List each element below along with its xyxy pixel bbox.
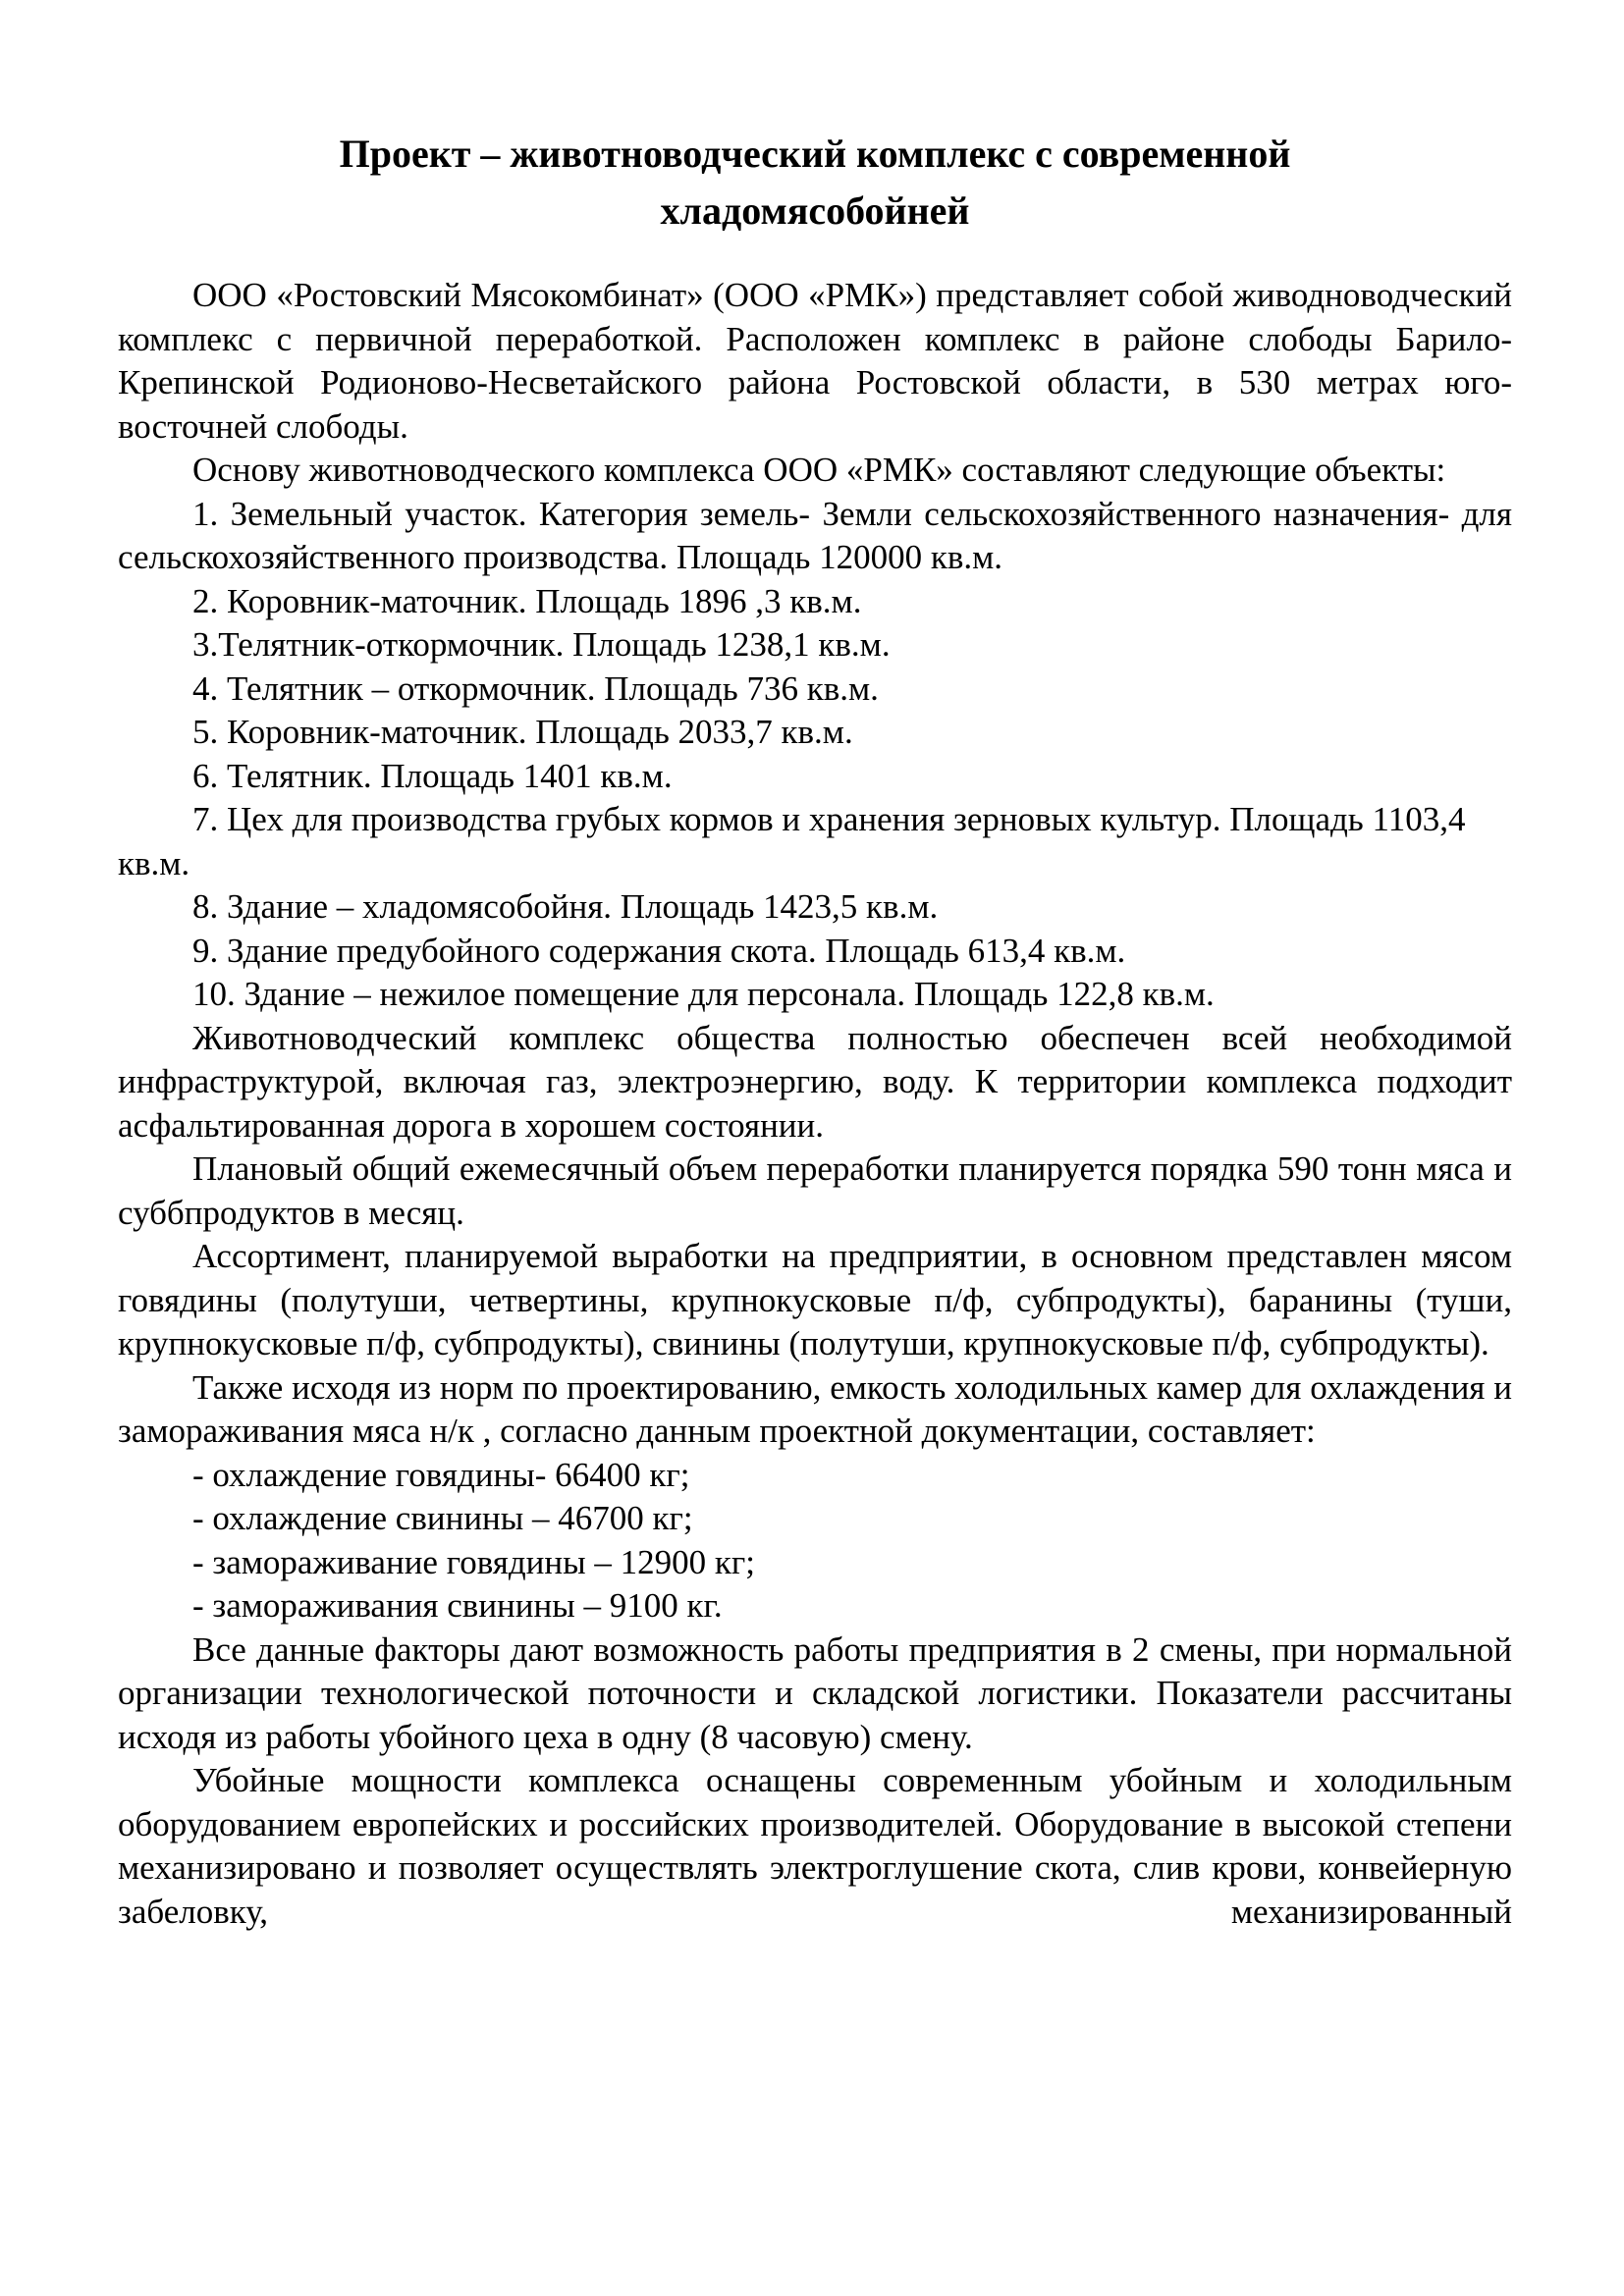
object-item-6: 6. Телятник. Площадь 1401 кв.м. (192, 756, 673, 795)
document-body (118, 274, 1512, 1934)
shifts-paragraph: Все данные факторы дают возможность работы предприятия в 2 смены, при нормальной организации технологической поточности и складской логистики. Показатели рассчитаны исходя из работы убойного цеха в одну (8 часовую) смену. (118, 1629, 1512, 1756)
capacity-item-3: - замораживание говядины – 12900 кг; (192, 1542, 755, 1581)
object-item-1: 1. Земельный участок. Категория земель- Земли сельскохозяйственного назначения- для сельскохозяйственного производства. Площадь 120000 кв.м. (118, 494, 1512, 576)
objects-intro-paragraph: Основу животноводческого комплекса ООО «РМК» составляют следующие объекты: (192, 451, 1446, 489)
object-item-3: 3.Телятник-откормочник. Площадь 1238,1 кв.м. (192, 625, 891, 664)
object-item-2: 2. Коровник-маточник. Площадь 1896 ,3 кв.м. (192, 581, 862, 620)
object-item-4: 4. Телятник – откормочник. Площадь 736 кв.м. (192, 668, 879, 708)
capacity-item-2: - охлаждение свинины – 46700 кг; (192, 1499, 693, 1537)
capacity-intro-paragraph: Также исходя из норм по проектированию, емкость холодильных камер для охлаждения и замораживания мяса н/к , согласно данным проектной документации, составляет: (118, 1367, 1512, 1450)
object-item-9: 9. Здание предубойного содержания скота. Площадь 613,4 кв.м. (192, 931, 1126, 970)
capacity-item-4: - замораживания свинины – 9100 кг. (192, 1586, 723, 1625)
intro-paragraph: ООО «Ростовский Мясокомбинат» (ООО «РМК») представляет собой живодноводческий комплекс с первичной переработкой. Расположен комплекс в районе слободы Барило-Крепинской Родионово-Несветайского района Ростовской области, в 530 метрах юго-восточней слободы. (118, 276, 1512, 446)
volume-paragraph: Плановый общий ежемесячный объем переработки планируется порядка 590 тонн мяса и суббпродуктов в месяц. (118, 1149, 1512, 1232)
title-line-1: Проект – животноводческий комплекс с современной (339, 132, 1291, 176)
equipment-paragraph: Убойные мощности комплекса оснащены современным убойным и холодильным оборудованием европейских и российских производителей. Оборудование в высокой степени механизировано и позволяет осуществлять электроглушение скота, слив крови, конвейерную забеловку, механизированный (118, 1761, 1512, 1931)
object-item-8: 8. Здание – хладомясобойня. Площадь 1423,5 кв.м. (192, 887, 939, 926)
document-title (118, 126, 1512, 240)
object-item-10: 10. Здание – нежилое помещение для персонала. Площадь 122,8 кв.м. (192, 975, 1215, 1013)
object-item-7: 7. Цех для производства грубых кормов и хранения зерновых культур. Площадь 1103,4 кв.м. (118, 800, 1466, 882)
title-line-2: хладомясобойней (660, 188, 970, 233)
assortment-paragraph: Ассортимент, планируемой выработки на предприятии, в основном представлен мясом говядины (полутуши, четвертины, крупнокусковые п/ф, субпродукты), баранины (туши, крупнокусковые п/ф, субпродукты), свинины (полутуши, крупнокусковые п/ф, субпродукты). (118, 1237, 1512, 1362)
capacity-item-1: - охлаждение говядины- 66400 кг; (192, 1455, 690, 1494)
infrastructure-paragraph: Животноводческий комплекс общества полностью обеспечен всей необходимой инфраструктурой, включая газ, электроэнергию, воду. К территории комплекса подходит асфальтированная дорога в хорошем состоянии. (118, 1018, 1512, 1145)
object-item-5: 5. Коровник-маточник. Площадь 2033,7 кв.м. (192, 713, 853, 751)
